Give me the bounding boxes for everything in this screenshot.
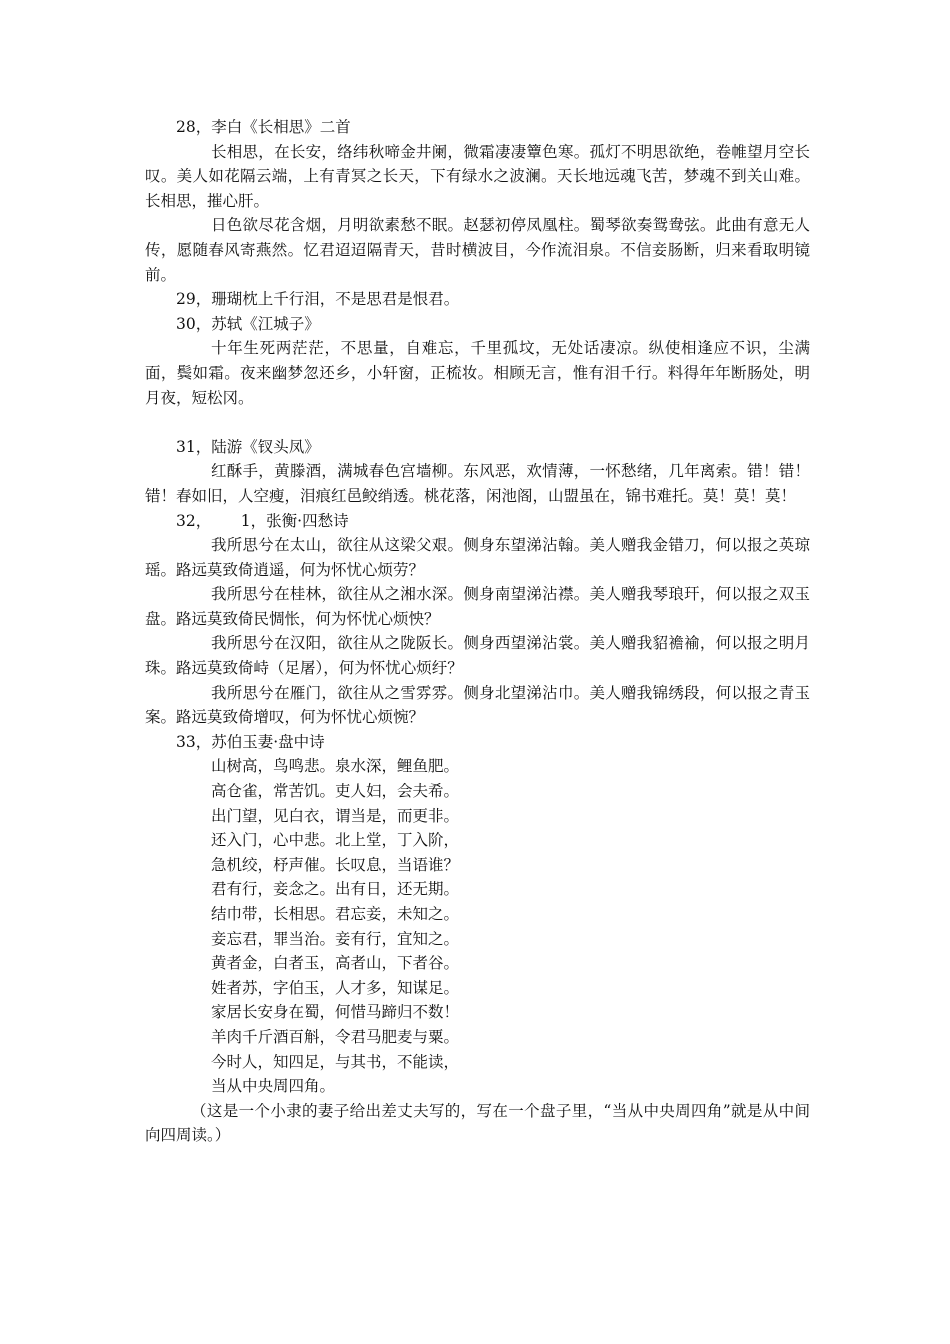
poem-paragraph: 十年生死两茫茫，不思量，自难忘，千里孤坟，无处话凄凉。纵使相逢应不识，尘满面，鬓如霜。夜来幽梦忽还乡，小轩窗，正梳妆。相顾无言，惟有泪千行。料得年年断肠处，明月夜，短松冈。 xyxy=(145,339,810,407)
poem-paragraph: 红酥手，黄滕酒，满城春色宫墙柳。东风恶，欢情薄，一怀愁绪，几年离索。错！错！错！春如旧，人空瘦，泪痕红邑鲛绡透。桃花落，闲池阁，山盟虽在，锦书难托。莫！莫！莫！ xyxy=(145,462,810,505)
poem-line: 当从中央周四角。 xyxy=(211,1077,336,1096)
section-heading: 28，李白《长相思》二首 xyxy=(176,118,351,136)
poem-line: 家居长安身在蜀，何惜马蹄归不数！ xyxy=(211,1003,460,1022)
poem-paragraph: 我所思兮在雁门，欲往从之雪雰雰。侧身北望涕沾巾。美人赠我锦绣段，何以报之青玉案。路远莫致倚增叹，何为怀忧心烦惋？ xyxy=(145,683,810,727)
poem-line: 羊肉千斤酒百斛，令君马肥麦与粟。 xyxy=(211,1027,460,1046)
section-heading: 32， 1，张衡·四愁诗 xyxy=(176,511,349,530)
poem-line: 君有行，妾念之。出有日，还无期。 xyxy=(211,880,460,899)
document-body xyxy=(145,115,810,1148)
section-heading: 29，珊瑚枕上千行泪，不是思君是恨君。 xyxy=(176,290,460,309)
poem-paragraph: 长相思，在长安，络纬秋啼金井阑，微霜凄凄簟色寒。孤灯不明思欲绝，卷帷望月空长叹。美人如花隔云端，上有青冥之长天，下有绿水之波澜。天长地远魂飞苦，梦魂不到关山难。长相思，摧心肝。 xyxy=(145,142,810,210)
explanatory-note: （这是一个小隶的妻子给出差丈夫写的，写在一个盘子里，“当从中央周四角”就是从中间向四周读。） xyxy=(145,1101,810,1145)
poem-line: 黄者金，白者玉，高者山，下者谷。 xyxy=(211,954,460,973)
poem-line: 出门望，见白衣，谓当是，而更非。 xyxy=(211,806,460,825)
poem-line: 高仓雀，常苦饥。吏人妇，会夫希。 xyxy=(211,782,460,801)
section-heading: 30，苏轼《江城子》 xyxy=(176,314,320,333)
poem-paragraph: 我所思兮在汉阳，欲往从之陇阪长。侧身西望涕沾裳。美人赠我貂襜褕，何以报之明月珠。路远莫致倚峙（足屠），何为怀忧心烦纡？ xyxy=(145,634,810,678)
poem-paragraph: 我所思兮在太山，欲往从这梁父艰。侧身东望涕沾翰。美人赠我金错刀，何以报之英琼瑶。路远莫致倚逍遥，何为怀忧心烦劳？ xyxy=(145,536,810,579)
section-heading: 33，苏伯玉妻·盘中诗 xyxy=(176,732,325,751)
poem-paragraph: 日色欲尽花含烟，月明欲素愁不眠。赵瑟初停凤凰柱。蜀琴欲奏鸳鸯弦。此曲有意无人传，愿随春风寄燕然。忆君迢迢隔青天，昔时横波目，今作流泪泉。不信妾肠断，归来看取明镜前。 xyxy=(145,216,810,284)
poem-line: 姓者苏，字伯玉，人才多，知谋足。 xyxy=(211,978,460,997)
poem-line: 急机绞，杼声催。长叹息，当语谁？ xyxy=(211,855,460,874)
poem-line: 妾忘君，罪当治。妾有行，宜知之。 xyxy=(211,929,460,948)
poem-line: 还入门，心中悲。北上堂，丁入阶， xyxy=(211,831,460,850)
section-heading: 31，陆游《钗头凤》 xyxy=(176,437,320,456)
blank-line xyxy=(145,410,810,435)
poem-paragraph: 我所思兮在桂林，欲往从之湘水深。侧身南望涕沾襟。美人赠我琴琅玕，何以报之双玉盘。路远莫致倚民惆怅，何为怀忧心烦怏？ xyxy=(145,585,810,628)
poem-line: 山树高，鸟鸣悲。泉水深，鲤鱼肥。 xyxy=(211,757,460,776)
poem-line: 今时人，知四足，与其书，不能读， xyxy=(211,1052,460,1071)
poem-line: 结巾带，长相思。君忘妾，未知之。 xyxy=(211,905,460,923)
